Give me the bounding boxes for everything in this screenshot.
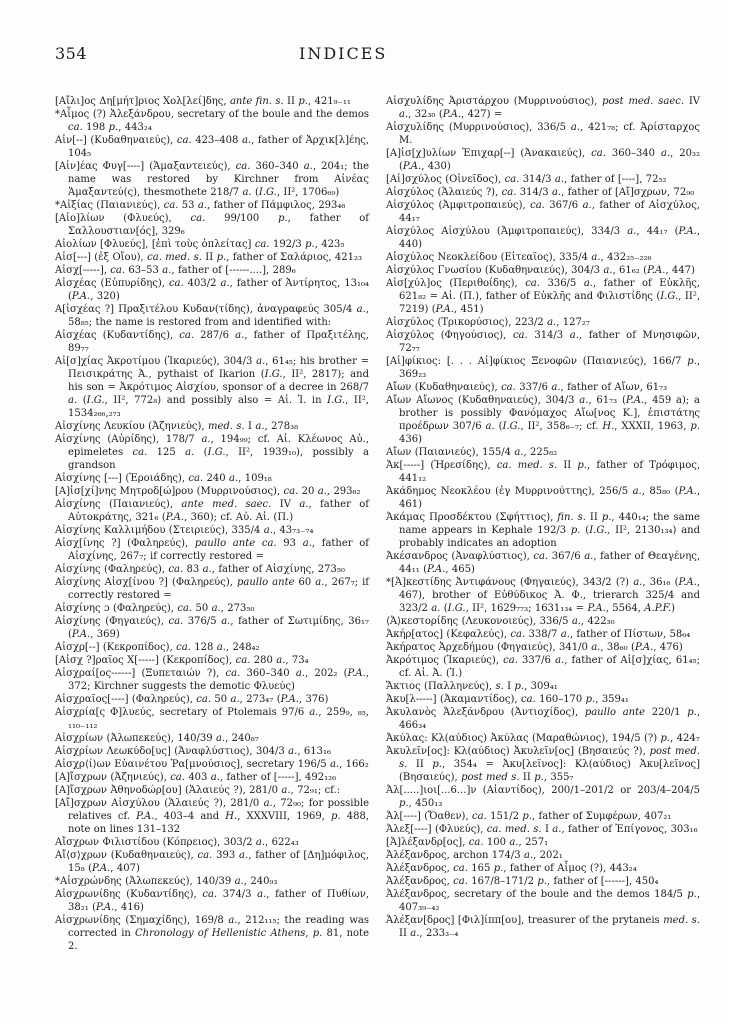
index-entry: Ἀκήρ[ατος] (Κεφαλεύς), ca. 338/7 a., father of Πίστων, 58₆₄ xyxy=(386,629,691,640)
index-entry: Αἰσχίνης (Φηγαιεύς), ca. 376/5 a., father of Σωτιμίδης, 36₁₇ (P.A., 369) xyxy=(55,616,370,640)
index-entry: Αἰσχυλίδης Ἀριστάρχου (Μυρρινούσιος), post med. saec. IV a., 32₃₀ (P.A., 427) = xyxy=(386,96,701,120)
index-entry: Αἰσχίνης ɔ (Φαληρεύς), ca. 50 a., 273₅₀ xyxy=(55,603,255,614)
index-entry: Ἀλέξανδρος, secretary of the boule and the demos 184/5 p., 407₃₉₋₄₂ xyxy=(386,889,700,913)
index-entry: [Αἴ]σχρων Αἰσχύλου (Ἁλαιεύς ?), 281/0 a., 72₉₀; for possible relatives cf. P.A., 403–4 and H., XXXVIII, 1969, p. 488, note on lines 131–132 xyxy=(55,798,369,835)
index-entry: [Α]ἰσ[χί]νης Μητροδ[ώ]ρου (Μυρρινούσιος), ca. 20 a., 293₆₂ xyxy=(55,486,361,497)
index-entry: Ἀλέξαν[δρος] [Φιλ]ίππ[ου], treasurer of the prytaneis med. s. II a., 233₃₋₄ xyxy=(386,915,700,939)
page-header xyxy=(55,44,700,66)
index-entry: [Αἰ]σχύλος (Οἰνεῖδος), ca. 314/3 a., father of [----], 72₅₂ xyxy=(386,174,667,185)
index-entry: Ἀκυλεῖν[ος]: Κλ(αύδιος) Ἀκυλεῖν[ος] (Βησαιεύς ?), post med. s. II p., 354₄ = Ἀκυ[λεῖνος]: Κλ(αύδιος) Ἀκυ[λεῖνος] (Βησαιεύς), post med s. II p., 355₇ xyxy=(386,746,700,783)
index-entry: Αἴων (Κυδαθηναιεύς), ca. 337/6 a., father of Αἴων, 61₇₃ xyxy=(386,382,668,393)
index-entry: Αἰσχύλος (Ἀμφιτροπαιεύς), ca. 367/6 a., father of Αἰσχύλος, 44₁₇ xyxy=(386,200,700,224)
index-entry: Αἰσχ[ίνης ?] (Φαληρεύς), paullo ante ca. 93 a., father of Αἰσχίνης, 267₇; if correctly restored = xyxy=(55,538,369,562)
index-entry: Αἰσχύλος Αἰσχύλου (Ἀμφιτροπαιεύς), 334/3 a., 44₁₇ (P.A., 440) xyxy=(386,226,700,250)
index-entry: Αἰσχρ⟨ί⟩ων Εὐαινέτου Ῥα[μνούσιος], secretary 196/5 a., 166₂ xyxy=(55,759,369,770)
index-entry: [Α]ἴσχρων Ἀθηνοδώρ[ου] (Ἁλαιεύς ?), 281/0 a., 72₉₁; cf.: xyxy=(55,785,341,796)
index-entry: [Αἰσχ ?]ραῖος Χ[-----] (Κεκροπίδος), ca. 280 a., 73₄ xyxy=(55,655,309,666)
index-entry: Αἰσχέας (Εὐπυρίδης), ca. 403/2 a., father of Ἀντίρητος, 13₁₀₄ (P.A., 320) xyxy=(55,278,369,302)
index-entry: Αἰσ[χύλ]ος (Περιθοίδης), ca. 336/5 a., father of Εὐκλῆς, 621₈₂ = Αἰ. (Π.), father of Εὐκλῆς and Φιλιστίδης (I.G., II², 7219) (P.A., 451) xyxy=(386,278,701,315)
index-entry: Αἰσχύλος (Ἁλαιεύς ?), ca. 314/3 a., father of [Αἴ]σχρων, 72₉₀ xyxy=(386,187,695,198)
index-entry: Ἀκάμας Προσδέκτου (Σφήττιος), fin. s. II p., 440₁₄; the same name appears in Kephale 192/3 p. (I.G., II², 2130₁₃₄) and probably indicates an adoption xyxy=(386,512,701,549)
index-entry: [Ἀ]λέξανδρ[ος], ca. 100 a., 257₁ xyxy=(386,837,549,848)
index-entry: Ἀκύλας: Κλ(αύδιος) Ἀκύλας (Μαραθώνιος), 194/5 (?) p., 424₇ xyxy=(386,733,700,744)
index-entry: Αἰσχέας (Κυδαντίδης), ca. 287/6 a., father of Πραξιτέλης, 89₇₇ xyxy=(55,330,369,354)
index-entry: Ἀλ[.....]ιοι[...6...]ν (Αἰαντίδος), 200/1–201/2 or 203/4–204/5 p., 450₁₃ xyxy=(386,785,700,809)
index-entry: Ἀκ[-----] (Ἡρεσίδης), ca. med. s. II p., father of Τρόφιμος, 441₁₂ xyxy=(386,460,700,484)
index-entry: Αἰσχίνης Λευκίου (Ἀζηνιεύς), med. s. I a., 278₃₈ xyxy=(55,421,299,432)
index-entry: Αἴσχρων Φιλιστίδου (Κόπρειος), 303/2 a., 622₄₃ xyxy=(55,837,299,848)
index-entry: Αἰσχρωνίδης (Κυδαντίδης), ca. 374/3 a., father of Πυθίων, 38₂₁ (P.A., 416) xyxy=(55,889,370,913)
index-entry: Αἰσχύλος Γνωσίου (Κυδαθηναιεύς), 304/3 a., 61₆₂ (P.A., 447) xyxy=(386,265,695,276)
index-entry: Αἰσχίνης Καλλιμήδου (Στειριεύς), 335/4 a., 43₇₃₋₇₄ xyxy=(55,525,314,536)
index-entry: Ἀλ[----] (Ὄαθεν), ca. 151/2 p., father of Συμφέρων, 407₂₁ xyxy=(386,811,672,822)
index-entry: Α[ἰσχέας ?] Πραξιτέλου Κυδαν(τίδης), ἀναγραφεύς 305/4 a., 58₈₅; the name is restored from and identified with: xyxy=(55,304,369,328)
index-entry: Αἰσχυλίδης (Μυρρινούσιος), 336/5 a., 421₇₈; cf. Ἀρίσταρχος Μ. xyxy=(386,122,700,146)
index-entry: Ἀκρότιμος (Ἰκαριεύς), ca. 337/6 a., father of Αἰ[σ]χίας, 61₄₅; cf. Αἰ. Ἀ. (Ἰ.) xyxy=(386,655,700,679)
index-entry: Αἰσχ[-----], ca. 63–53 a., father of [------....], 289₆ xyxy=(55,265,296,276)
index-entry: Ἀκήρατος Ἀρχεδήμου (Φηγαιεύς), 341/0 a., 38₆₀ (P.A., 476) xyxy=(386,642,683,653)
index-entry: [Α]ἴσχρων (Ἀζηνιεύς), ca. 403 a., father of [-----], 492₁₂₆ xyxy=(55,772,337,783)
index-entry: [Αἰ]φίκιος: [. . . Αἰ]φίκιος Ξενοφῶν (Παιανιεύς), 166/7 p., 369₂₃ xyxy=(386,356,700,380)
index-entry: Αἰσχρίων Λεωκύδο[υς] (Ἀναφλύστιος), 304/3 a., 613₁₆ xyxy=(55,746,331,757)
index-entry: Αἰσχραῖος[----] (Φαληρεύς), ca. 50 a., 273₄₇ (P.A., 376) xyxy=(55,694,329,705)
index-entry: [Α]ἰσ[χ]υλίων Ἐπιχαρ[--] (Ἀνακαιεύς), ca. 360–340 a., 20₃₂ (P.A., 430) xyxy=(386,148,700,172)
index-entry: Αἰσχύλος (Τρικορύσιος), 223/2 a., 127₂₇ xyxy=(386,317,590,328)
index-entry: *[Ἀ]κεστίδης Ἀντιφάνους (Φηγαιεύς), 343/2 (?) a., 36₁₆ (P.A., 467), brother of Εὐθύδικος Ἀ. Φ., trierarch 325/4 and 323/2 a. (I.G., II², 1629₇₇₃; 1631₁₃₄ = P.A., 5564, A.P.F.) xyxy=(386,577,700,614)
page-title: INDICES xyxy=(299,44,388,63)
index-entry: Αἰσχίνης (Αὐρίδης), 178/7 a., 194₉₉; cf. Αἰ. Κλέωνος Αὐ., epimeletes ca. 125 a. (I.G., II², 1939₁₀), possibly a grandson xyxy=(55,434,369,471)
index-entry: Αἰσχύλος (Φηγούσιος), ca. 314/3 a., father of Μνησιφῶν, 72₇₇ xyxy=(386,330,700,354)
index-entry: Αἰσχρωνίδης (Σημαχίδης), 169/8 a., 212₁₁₅; the reading was corrected in Chronology of Hellenistic Athens, p. 81, note 2. xyxy=(55,915,369,952)
index-entry: [Αἴλι]ος Δη[μήτ]ριος Χολ[λεί]δης, ante fin. s. II p., 421₉₋₁₁ xyxy=(55,96,351,107)
index-entry: Αἰσχραί[ος------] (Ξυπεταιών ?), ca. 360–340 a., 202₂ (P.A., 372; Kirchner suggests the demotic Φλυεύς) xyxy=(55,668,369,692)
index-entry: Ἀκυλανὸς Ἀλεξάνδρου (Ἀντιοχίδος), paullo ante 220/1 p., 466₃₄ xyxy=(386,707,700,731)
index-entry: Ἀλέξανδρος, ca. 165 p., father of Αἷμος (?), 443₂₄ xyxy=(386,863,637,874)
left-column xyxy=(55,95,369,953)
index-entry: Ἀκέσανδρος (Ἀναφλύστιος), ca. 367/6 a., father of Θεαγένης, 44₁₁ (P.A., 465) xyxy=(386,551,701,575)
index-entry: Ἀκυ[λ-----] (Ἀκαμαντίδος), ca. 160–170 p., 359₄₁ xyxy=(386,694,629,705)
index-entry: Ἀλέξανδρος, ca. 167/8–171/2 p., father of [------], 450₄ xyxy=(386,876,659,887)
index-entry: *Αἰσχρώνδης (Ἀλωπεκεύς), 140/39 a., 240₉₃ xyxy=(55,876,278,887)
index-entry: Αἰσχύλος Νεοκλείδου (Εἰτεαῖος), 335/4 a., 432₂₅₋₂₂₆ xyxy=(386,252,652,263)
index-entry: Αἰ[σ]χίας Ἀκροτίμου (Ἰκαριεύς), 304/3 a., 61₄₅; his brother = Πεισικράτης Ἀ., pythaist of Ikarion (I.G., II², 2817); and his son = Ἀκρότιμος Αἰσχίου, sponsor of a decree in 268/7 a. (I.G., II², 772₈) and possibly also = Αἰ. Ἰ. in I.G., II², 1534₂₆₆,₂₇₃ xyxy=(55,356,369,419)
index-entry: Αἴ⟨σ⟩χρων (Κυδαθηναιεύς), ca. 393 a., father of [Δη]μόφιλος, 15₈ (P.A., 407) xyxy=(55,850,369,874)
index-entry: Αἰσχίνης (Φαληρεύς), ca. 83 a., father of Αἰσχίνης, 273₅₀ xyxy=(55,564,345,575)
index-entry: Αἴων Αἴωνος (Κυδαθηναιεύς), 304/3 a., 61₇₃ (P.A., 459 a); a brother is possibly Φανόμαχος Αἴω[νος Κ.], ἐπιστάτης προέδρων 307/6 a. (I.G., II², 358₆₋₇; cf. H., XXXII, 1963, p. 436) xyxy=(386,395,700,445)
index-entry: Αἰν[--] (Κυδαθηναιεύς), ca. 423–408 a., father of Ἀρχικ[λ]έης, 104₅ xyxy=(55,135,369,159)
index-entry: Ἀλεξ[----] (Φλυεύς), ca. med. s. I a., father of Ἐπίγονος, 303₁₆ xyxy=(386,824,698,835)
index-content xyxy=(55,95,700,953)
page-number: 354 xyxy=(55,44,88,63)
index-entry: [Αἰο]λίων (Φλυεύς), ca. 99/100 p., father of Σαλλουστιαν[ός], 329₆ xyxy=(55,213,369,237)
index-entry: Ἀκάδημος Νεοκλέου (ἐγ Μυρρινούττης), 256/5 a., 85₈₀ (P.A., 461) xyxy=(386,486,700,510)
index-entry: Αἰσχίνης [---] (Ἐροιάδης), ca. 240 a., 109₁₈ xyxy=(55,473,272,484)
index-entry: *Αἷμος (?) Ἀλεξάνδρου, secretary of the boule and the demos ca. 198 p., 443₂₄ xyxy=(55,109,369,133)
index-entry: Ἀλέξανδρος, archon 174/3 a., 202₁ xyxy=(386,850,563,861)
index-entry: Αἰσχίνης Αἰσχ[ίνου ?] (Φαληρεύς), paullo ante 60 a., 267₇; if correctly restored = xyxy=(55,577,369,601)
index-entry: Αἰσχρία[ς Φ]λυεύς, secretary of Ptolemais 97/6 a., 259₉, ₈₅, ₁₁₀₋₁₁₂ xyxy=(55,707,369,731)
right-column xyxy=(386,95,700,953)
index-entry: Αἴων (Παιανιεύς), 155/4 a., 225₈₂ xyxy=(386,447,558,458)
index-entry: Αἰσχρ[--] (Κεκροπίδος), ca. 128 a., 248₄₂ xyxy=(55,642,260,653)
index-entry: *Αἰξίας (Παιανιεύς), ca. 53 a., father of Πάμφιλος, 293₄₆ xyxy=(55,200,346,211)
index-entry: Αἰσχίνης (Παιανιεύς), ante med. saec. IV a., father of Αὐτοκράτης, 321₆ (P.A., 360); cf. Αὐ. Αἰ. (Π.) xyxy=(55,499,369,523)
index-entry: Αἰολίων [Φλυεύς], [ἐπὶ τοὺς ὁπλείτας] ca. 192/3 p., 423₅ xyxy=(55,239,345,250)
index-entry: Ἄκτιος (Παλληνεύς), s. I p., 309₄₁ xyxy=(386,681,558,692)
index-entry: Αἰσχρίων (Ἀλωπεκεύς), 140/39 a., 240₈₇ xyxy=(55,733,259,744)
index-entry: Αἰσ[---] (ἐξ Οἴου), ca. med. s. II p., father of Σαλάριος, 421₂₃ xyxy=(55,252,363,263)
index-entry: ⟨Ἀ⟩κεστορίδης (Λευκονοιεύς), 336/5 a., 422₃₀ xyxy=(386,616,615,627)
index-entry: [Αἰν]έας Φυγ[----] (Ἁμαξαντειεύς), ca. 360–340 a., 204₁; the name was restored by Kirchner from Αἰνέας Ἁμαξαντεύ(ς), thesmothete 218/7 a. (I.G., II², 1706₆₉) xyxy=(55,161,370,198)
